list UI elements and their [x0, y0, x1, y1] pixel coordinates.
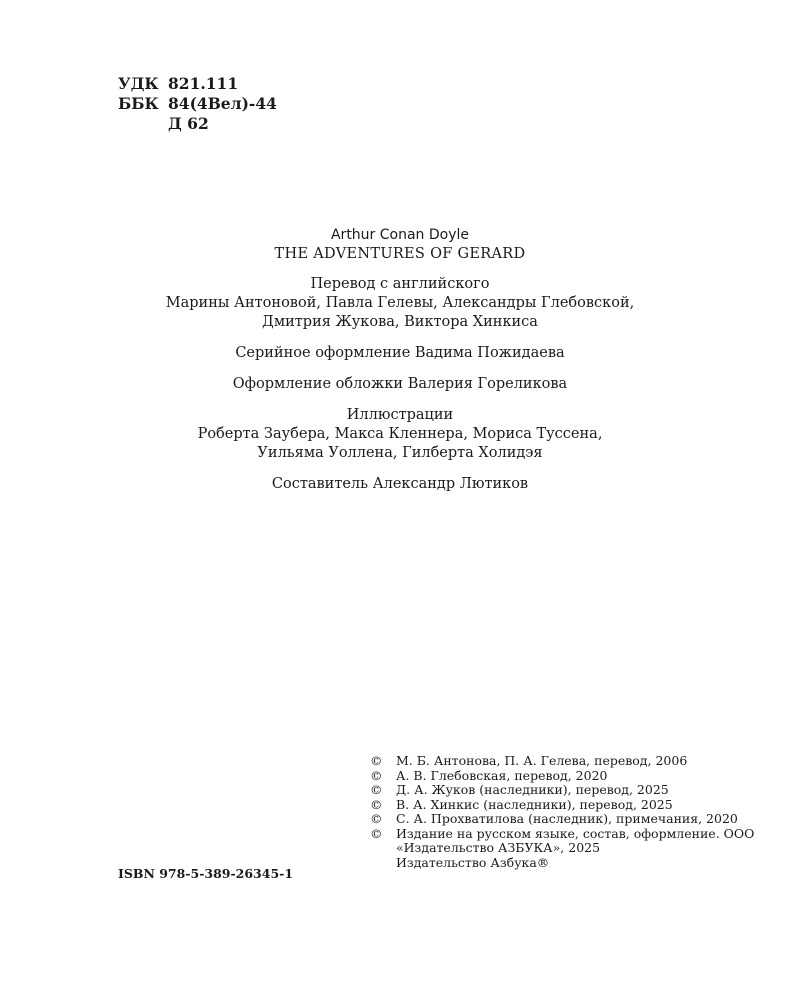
copyright-list: [370, 754, 770, 870]
copyright-icon: ©: [370, 811, 383, 826]
copyright-icon: ©: [370, 767, 383, 783]
illustrations-line-1: Иллюстрации: [346, 407, 454, 423]
bbk-row: [118, 94, 277, 114]
original-title: THE ADVENTURES OF GERARD: [274, 246, 526, 262]
copyright-text: В. А. Хинкис (наследники), перевод, 2025: [396, 796, 673, 812]
illustrations-line-3: Уильяма Уоллена, Гилберта Холидэя: [257, 445, 543, 461]
copyright-icon: ©: [370, 753, 383, 768]
copyright-text: М. Б. Антонова, П. А. Гелева, перевод, 2006: [396, 753, 688, 768]
library-codes: [118, 74, 277, 134]
copyright-text: Издание на русском языке, состав, оформление. ООО «Издательство АЗБУКА», 2025: [396, 825, 755, 855]
copyright-entry: [370, 769, 770, 784]
copyright-entry: [370, 827, 770, 856]
translation-credits: [0, 275, 800, 332]
copyright-text: А. В. Глебовская, перевод, 2020: [396, 767, 608, 783]
series-design-credit: Серийное оформление Вадима Пожидаева: [235, 345, 565, 361]
bbk-label: ББК: [118, 94, 159, 113]
copyright-entry: [370, 754, 770, 769]
original-author: Arthur Conan Doyle: [330, 227, 470, 243]
compiler-credit: Составитель Александр Лютиков: [271, 476, 529, 492]
udk-row: [118, 74, 277, 94]
translation-line-2: Марины Антоновой, Павла Гелевы, Александры Глебовской,: [165, 295, 635, 311]
translation-line-1: Перевод с английского: [310, 276, 490, 292]
copyright-text: Д. А. Жуков (наследники), перевод, 2025: [396, 782, 669, 797]
author-mark: Д 62: [168, 114, 209, 133]
cover-design-credit: Оформление обложки Валерия Гореликова: [232, 376, 568, 392]
copyright-icon: ©: [370, 796, 383, 812]
translation-line-3: Дмитрия Жукова, Виктора Хинкиса: [262, 314, 538, 330]
copyright-entry: [370, 812, 770, 827]
udk-value: 821.111: [168, 74, 239, 93]
copyright-entry: [370, 798, 770, 813]
copyright-icon: ©: [370, 825, 383, 841]
udk-label: УДК: [118, 74, 159, 93]
credits-block: [0, 226, 800, 494]
bbk-value: 84(4Вел)-44: [168, 94, 277, 113]
copyright-text: С. А. Прохватилова (наследник), примечания, 2020: [396, 811, 738, 826]
illustrations-credits: [0, 406, 800, 463]
publisher-mark: Издательство Азбука®: [396, 854, 550, 870]
isbn: ISBN 978-5-389-26345-1: [118, 866, 294, 881]
copyright-entry: [370, 783, 770, 798]
copyright-icon: ©: [370, 782, 383, 797]
illustrations-line-2: Роберта Заубера, Макса Кленнера, Мориса Туссена,: [197, 426, 603, 442]
